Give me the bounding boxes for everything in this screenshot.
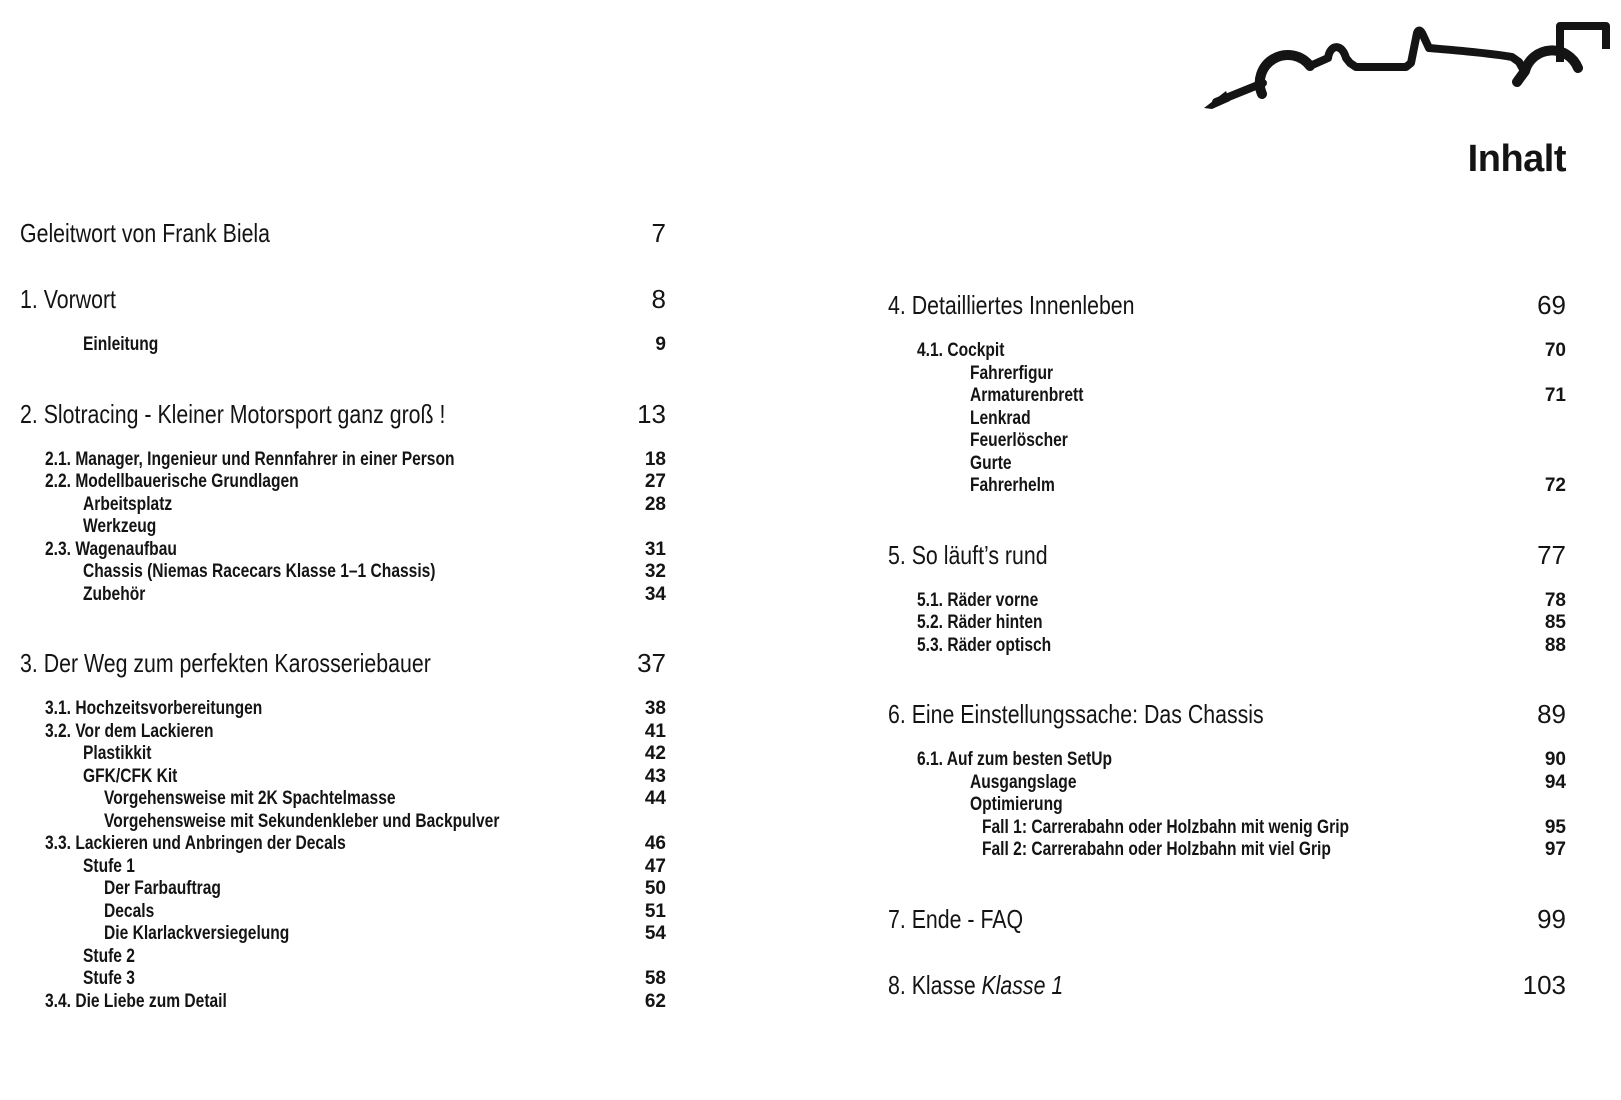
toc-entry-label xyxy=(970,430,1459,453)
toc-entry-label xyxy=(45,721,537,744)
toc-entry xyxy=(888,612,1566,635)
toc-entry-page: 28 xyxy=(644,493,666,515)
toc-entry-label xyxy=(104,788,548,811)
toc-entry-label-text: Geleitwort von Frank Biela xyxy=(20,218,271,248)
toc-entry-page: 34 xyxy=(644,583,666,605)
toc-entry-label-text: 4.1. Cockpit xyxy=(917,340,1005,361)
toc-entry xyxy=(20,516,666,539)
toc-entry-label xyxy=(83,766,544,789)
toc-entry-label-text: Feuerlöscher xyxy=(970,430,1068,451)
toc-entry-label-text: Fahrerfigur xyxy=(970,362,1054,384)
toc-entry xyxy=(888,699,1566,729)
toc-entry-label-text: Einleitung xyxy=(83,334,159,355)
toc-entry-label-text: Chassis (Niemas Racecars Klasse 1–1 Chassis) xyxy=(83,561,436,582)
toc-entry xyxy=(888,635,1566,658)
toc-entry xyxy=(20,766,666,789)
toc-entry-label xyxy=(970,453,1459,476)
toc-entry xyxy=(20,901,666,924)
toc-entry xyxy=(888,475,1566,498)
toc-entry xyxy=(20,743,666,766)
toc-entry-label xyxy=(83,584,544,607)
page-title: Inhalt xyxy=(1467,138,1566,180)
toc-entry-page: 97 xyxy=(1544,839,1566,860)
toc-entry-label xyxy=(83,743,544,766)
toc-entry-page: 70 xyxy=(1544,340,1566,361)
toc-entry-label-text: Ausgangslage xyxy=(970,771,1077,793)
toc-entry-page: 13 xyxy=(637,398,666,429)
toc-entry-label xyxy=(104,901,548,924)
toc-entry-label xyxy=(20,218,538,248)
toc-entry xyxy=(20,878,666,901)
toc-entry-label xyxy=(888,699,1420,729)
toc-entry xyxy=(888,839,1566,862)
toc-entry-label xyxy=(888,290,1420,320)
toc-entry-label-text: Plastikkit xyxy=(83,743,152,764)
toc-entry-label xyxy=(917,612,1432,635)
toc-entry-label-text: 2. Slotracing - Kleiner Motorsport ganz groß ! xyxy=(20,398,446,429)
toc-entry-page: 7 xyxy=(651,218,666,248)
toc-entry xyxy=(888,363,1566,386)
toc-entry-label xyxy=(45,539,537,562)
toc-entry-page: 58 xyxy=(644,968,666,989)
toc-entry-page: 88 xyxy=(1544,634,1566,656)
toc-entry-page: 89 xyxy=(1537,699,1566,729)
toc-entry-page: 62 xyxy=(644,990,666,1012)
toc-entry xyxy=(888,290,1566,320)
toc-entry-label xyxy=(917,749,1432,772)
toc-entry-label xyxy=(83,856,544,879)
toc-entry xyxy=(20,218,666,248)
toc-entry-label xyxy=(982,817,1444,840)
toc-entry-label xyxy=(888,540,1420,570)
toc-entry xyxy=(20,788,666,811)
toc-entry-label-text: 5.1. Räder vorne xyxy=(917,589,1039,611)
toc-entry-label xyxy=(888,904,1420,934)
toc-entry-page: 47 xyxy=(644,855,666,877)
toc-entry xyxy=(20,946,666,969)
toc-entry xyxy=(888,340,1566,363)
toc-entry-page: 103 xyxy=(1522,969,1566,1000)
toc-entry-label-text: Stufe 3 xyxy=(83,968,135,989)
toc-entry xyxy=(888,590,1566,613)
toc-entry-label xyxy=(83,516,561,539)
toc-entry-label xyxy=(917,590,1432,613)
toc-entry-label-text: 5. So läuft’s rund xyxy=(888,539,1048,570)
toc-entry-label-text: Arbeitsplatz xyxy=(83,493,173,515)
toc-entry xyxy=(20,856,666,879)
toc-entry-page: 78 xyxy=(1544,589,1566,611)
toc-entry-label-text: 3.4. Die Liebe zum Detail xyxy=(45,990,227,1012)
toc-entry-page: 44 xyxy=(644,788,666,809)
toc-entry xyxy=(20,968,666,991)
toc-entry-label-text: GFK/CFK Kit xyxy=(83,765,178,787)
toc-entry-label xyxy=(982,839,1444,862)
toc-entry-label-text: Fall 2: Carrerabahn oder Holzbahn mit viel Grip xyxy=(982,839,1331,860)
toc-entry-label-text: Lenkrad xyxy=(970,407,1031,429)
toc-entry xyxy=(20,698,666,721)
toc-entry-label-text: 2.3. Wagenaufbau xyxy=(45,538,177,560)
toc-entry xyxy=(20,584,666,607)
toc-entry-label xyxy=(45,991,537,1014)
toc-entry-page: 38 xyxy=(644,698,666,719)
toc-entry xyxy=(888,904,1566,934)
toc-entry-label-text: Werkzeug xyxy=(83,516,157,537)
toc-entry xyxy=(20,284,666,314)
toc-entry-label-text: Vorgehensweise mit 2K Spachtelmasse xyxy=(104,788,396,809)
toc-entry-label-text: 1. Vorwort xyxy=(20,284,116,314)
toc-entry xyxy=(20,471,666,494)
toc-entry-page: 95 xyxy=(1544,816,1566,838)
toc-entry-page: 41 xyxy=(644,720,666,742)
toc-entry-label xyxy=(104,878,548,901)
toc-entry-label xyxy=(45,471,537,494)
toc-entry-label-text: Decals xyxy=(104,900,155,922)
toc-entry-label xyxy=(45,833,537,856)
toc-entry-label-text: 4. Detailliertes Innenleben xyxy=(888,290,1135,320)
toc-entry-page: 94 xyxy=(1544,771,1566,793)
toc-entry xyxy=(20,923,666,946)
toc-entry-page: 37 xyxy=(637,648,666,678)
toc-entry-label xyxy=(970,385,1441,408)
toc-entry-label-text: 3.1. Hochzeitsvorbereitungen xyxy=(45,698,263,719)
toc-entry-label xyxy=(20,648,526,678)
toc-entry-label xyxy=(83,968,544,991)
toc-entry-label xyxy=(20,284,538,314)
toc-entry-label-text: Armaturenbrett xyxy=(970,385,1084,406)
toc-entry-label-text: 3. Der Weg zum perfekten Karosseriebauer xyxy=(20,648,431,678)
toc-entry-page: 9 xyxy=(655,334,666,355)
toc-entry-page: 27 xyxy=(644,471,666,492)
toc-entry-label-text: 8. Klasse xyxy=(888,969,976,1000)
toc-entry-label-text: 2.1. Manager, Ingenieur und Rennfahrer in einer Person xyxy=(45,448,455,470)
toc-entry xyxy=(20,991,666,1014)
toc-entry xyxy=(20,334,666,357)
toc-entry xyxy=(888,749,1566,772)
toc-entry-label-text: Stufe 2 xyxy=(83,945,135,967)
toc-entry xyxy=(20,721,666,744)
toc-entry-label xyxy=(45,698,537,721)
toc-entry-page: 43 xyxy=(644,765,666,787)
toc-entry-label xyxy=(970,794,1459,817)
toc-entry xyxy=(888,430,1566,453)
toc-entry-label xyxy=(104,923,548,946)
toc-entry-label-text: 7. Ende - FAQ xyxy=(888,903,1024,934)
toc-entry-label xyxy=(83,561,544,584)
toc-entry-label xyxy=(20,399,526,429)
toc-entry xyxy=(20,833,666,856)
toc-entry-page: 90 xyxy=(1544,749,1566,770)
toc-entry xyxy=(888,385,1566,408)
toc-entry xyxy=(20,494,666,517)
toc-entry-page: 50 xyxy=(644,878,666,899)
toc-entry-page: 31 xyxy=(644,538,666,560)
toc-entry-label-text: Gurte xyxy=(970,452,1012,474)
toc-entry-label xyxy=(917,340,1432,363)
toc-entry-label-text: 5.3. Räder optisch xyxy=(917,634,1052,656)
toc-entry-page: 69 xyxy=(1537,290,1566,320)
toc-entry-page: 54 xyxy=(644,923,666,944)
toc-entry-label-text: 6.1. Auf zum besten SetUp xyxy=(917,749,1113,770)
toc-entry xyxy=(20,539,666,562)
toc-entry-label xyxy=(970,408,1459,431)
toc-entry-page: 8 xyxy=(651,284,666,314)
toc-entry xyxy=(888,540,1566,570)
toc-entry-label xyxy=(970,475,1441,498)
toc-entry-label xyxy=(888,970,1408,1000)
toc-entry xyxy=(20,561,666,584)
toc-entry-label-text: Optimierung xyxy=(970,794,1063,815)
toc-entry-label xyxy=(104,811,565,834)
toc-entry-page: 51 xyxy=(644,900,666,922)
toc-entry xyxy=(888,772,1566,795)
toc-column-left xyxy=(20,0,666,1013)
toc-entry-page: 46 xyxy=(644,833,666,854)
toc-entry-label-text: Zubehör xyxy=(83,583,146,605)
toc-entry xyxy=(20,648,666,678)
toc-entry-page: 71 xyxy=(1544,385,1566,406)
toc-entry-page: 77 xyxy=(1537,539,1566,570)
toc-entry-label xyxy=(970,772,1441,795)
toc-entry-label-text: Vorgehensweise mit Sekundenkleber und Backpulver xyxy=(104,810,500,832)
toc-entry-label xyxy=(917,635,1432,658)
toc-entry xyxy=(20,399,666,429)
toc-entry-page: 32 xyxy=(644,561,666,582)
toc-column-right xyxy=(888,0,1566,1000)
toc-entry-label xyxy=(83,946,561,969)
toc-entry xyxy=(20,811,666,834)
toc-entry-label-text: Fahrerhelm xyxy=(970,475,1055,496)
toc-entry-label-text: Stufe 1 xyxy=(83,855,135,877)
toc-entry-page: 99 xyxy=(1537,903,1566,934)
toc-entry-label-text: 3.3. Lackieren und Anbringen der Decals xyxy=(45,833,346,854)
toc-entry-label-text: Der Farbauftrag xyxy=(104,878,221,899)
toc-entry-page: 42 xyxy=(644,743,666,764)
toc-entry-label-italic: Klasse 1 xyxy=(981,969,1064,1000)
toc-entry-label-text: Die Klarlackversiegelung xyxy=(104,923,290,944)
toc-entry-label xyxy=(83,494,544,517)
toc-entry xyxy=(20,449,666,472)
toc-entry xyxy=(888,408,1566,431)
toc-entry xyxy=(888,794,1566,817)
toc-entry-label xyxy=(83,334,552,357)
toc-entry xyxy=(888,453,1566,476)
toc-entry xyxy=(888,970,1566,1000)
toc-entry-page: 72 xyxy=(1544,475,1566,496)
toc-entry-page: 85 xyxy=(1544,612,1566,633)
toc-entry-page: 18 xyxy=(644,448,666,470)
toc-entry-label xyxy=(970,363,1459,386)
toc-entry-label xyxy=(45,449,537,472)
toc-entry xyxy=(888,817,1566,840)
toc-entry-label-text: 2.2. Modellbauerische Grundlagen xyxy=(45,471,299,492)
toc-entry-label-text: 3.2. Vor dem Lackieren xyxy=(45,720,214,742)
toc-entry-label-text: 5.2. Räder hinten xyxy=(917,612,1043,633)
toc-entry-label-text: Fall 1: Carrerabahn oder Holzbahn mit wenig Grip xyxy=(982,816,1350,838)
toc-entry-label-text: 6. Eine Einstellungssache: Das Chassis xyxy=(888,699,1264,729)
